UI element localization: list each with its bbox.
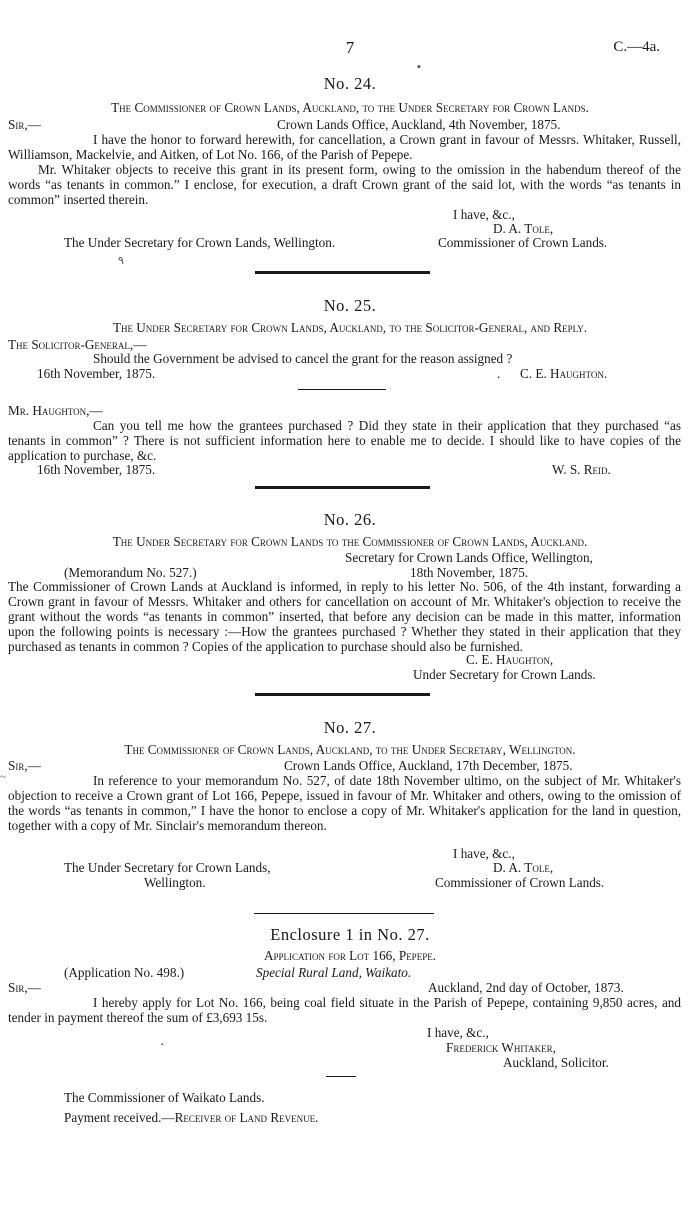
letter-heading: No. 25. bbox=[323, 296, 377, 315]
letter-route: The Commissioner of Crown Lands, Auckland, to the Under Secretary, Wellington. bbox=[124, 742, 576, 757]
salutation: Sir,— bbox=[8, 117, 41, 132]
dateline: Auckland, 2nd day of October, 1873. bbox=[428, 980, 624, 995]
section-divider bbox=[255, 271, 430, 274]
recipient: The Solicitor-General,— bbox=[8, 337, 147, 352]
land-type: Special Rural Land, Waikato. bbox=[256, 965, 412, 980]
letter-route: The Under Secretary for Crown Lands to the Commissioner of Crown Lands, Auckland. bbox=[112, 534, 588, 549]
date: 16th November, 1875. bbox=[37, 366, 156, 381]
date: 18th November, 1875. bbox=[410, 565, 529, 580]
addressee: The Under Secretary for Crown Lands, bbox=[64, 860, 271, 875]
page-number: 7 bbox=[345, 38, 355, 57]
signer-name: C. E. Haughton. bbox=[520, 366, 608, 381]
addressee-city: Wellington. bbox=[144, 875, 206, 890]
enclosure-heading: Enclosure 1 in No. 27. bbox=[270, 925, 430, 944]
print-speck: ▪ bbox=[417, 61, 421, 73]
memorandum-body: The Commissioner of Crown Lands at Auckland is informed, in reply to his letter No. 506, of the 4th instant, forwarding a Crown grant in favour of Messrs. Whitaker and others for cancellation on account of Mr. Whitaker's objection to receive the grant without the words “as tenants in common” inserted, that before any decision can be made in this matter, information upon the following points is necessary :—How the grantees purchased ? Whether they stated in their application that they purchased as tenants in common ? Copies of the application to purchase should also be furnished. bbox=[8, 579, 681, 654]
letter-route: The Commissioner of Crown Lands, Auckland, to the Under Secretary for Crown Lands. bbox=[111, 100, 589, 115]
signer-name: D. A. Tole, bbox=[493, 221, 554, 236]
closing: I have, &c., bbox=[427, 1025, 489, 1040]
print-speck: ٩ bbox=[118, 255, 124, 267]
paragraph: I have the honor to forward herewith, for cancellation, a Crown grant in favour of Messrs. Whitaker, Russell, Williamson, Mackelvie, and Aitken, of Lot No. 166, of the Parish of Pepepe. bbox=[8, 132, 681, 162]
letter-body: In reference to your memorandum No. 527, of date 18th November ultimo, on the subject of Mr. Whitaker's objection to receive a Crown grant of Lot 166, Pepepe, issued in favour of Mr. Whitaker and others, owing to the omission of the words “as tenants in common,” I have the honor to enclose a copy of Mr. Whitaker's application for the land in question, together with a copy of Mr. Sinclair's memorandum thereon. bbox=[8, 773, 681, 833]
print-speck: . bbox=[497, 366, 501, 381]
question: Should the Government be advised to cancel the grant for the reason assigned ? bbox=[93, 351, 513, 366]
salutation: Sir,— bbox=[8, 758, 41, 773]
signer-name: D. A. Tole, bbox=[493, 860, 554, 875]
short-divider bbox=[326, 1076, 356, 1077]
letter-route: The Under Secretary for Crown Lands, Auckland, to the Solicitor-General, and Reply. bbox=[112, 320, 588, 335]
date: 16th November, 1875. bbox=[37, 462, 156, 477]
signer-title: Commissioner of Crown Lands. bbox=[438, 235, 608, 250]
application-body: I hereby apply for Lot No. 166, being coal field situate in the Parish of Pepepe, containing 9,850 acres, and tender in payment thereof the sum of £3,693 15s. bbox=[8, 995, 681, 1025]
print-speck: ~ bbox=[0, 771, 6, 783]
signer-title: Commissioner of Crown Lands. bbox=[435, 875, 605, 890]
section-divider bbox=[255, 486, 430, 489]
letter-heading: No. 26. bbox=[323, 510, 377, 529]
signer-name: C. E. Haughton, bbox=[466, 652, 554, 667]
signer-name: Frederick Whitaker, bbox=[446, 1040, 556, 1055]
document-reference: C.—4a. bbox=[613, 39, 660, 55]
signer-title: Auckland, Solicitor. bbox=[503, 1055, 609, 1070]
enclosure-subtitle: Application for Lot 166, Pepepe. bbox=[264, 948, 436, 963]
signer-name: W. S. Reid. bbox=[552, 462, 611, 477]
closing: I have, &c., bbox=[453, 846, 515, 861]
paragraph: Mr. Whitaker objects to receive this grant in its present form, owing to the omission in the habendum thereof of the words “as tenants in common.” I enclose, for execution, a draft Crown grant of the said lot, with the words “as tenants in common” inserted therein. bbox=[8, 162, 681, 207]
print-speck: · bbox=[160, 1037, 165, 1052]
short-divider bbox=[298, 389, 386, 390]
signer-title: Under Secretary for Crown Lands. bbox=[413, 667, 596, 682]
letter-heading: No. 24. bbox=[323, 74, 377, 93]
reply-paragraph: Can you tell me how the grantees purchased ? Did they state in their application that they purchased “as tenants in common” ? There is not sufficient information here to enable me to decide. I should like to have copies of the application to purchase, &c. bbox=[8, 418, 681, 463]
memorandum-number: (Memorandum No. 527.) bbox=[64, 565, 197, 580]
recipient: Mr. Haughton,— bbox=[8, 403, 103, 418]
addressee: The Commissioner of Waikato Lands. bbox=[64, 1090, 265, 1105]
office-line: Secretary for Crown Lands Office, Wellington, bbox=[345, 550, 593, 565]
section-divider bbox=[254, 913, 434, 914]
application-number: (Application No. 498.) bbox=[64, 965, 185, 980]
addressee: The Under Secretary for Crown Lands, Wellington. bbox=[64, 235, 336, 250]
salutation: Sir,— bbox=[8, 980, 41, 995]
section-divider bbox=[255, 693, 430, 696]
payment-note: Payment received.—Receiver of Land Revenue. bbox=[64, 1110, 319, 1125]
closing: I have, &c., bbox=[453, 207, 515, 222]
dateline: Crown Lands Office, Auckland, 4th November, 1875. bbox=[277, 117, 561, 132]
letter-heading: No. 27. bbox=[323, 718, 377, 737]
dateline: Crown Lands Office, Auckland, 17th December, 1875. bbox=[284, 758, 573, 773]
